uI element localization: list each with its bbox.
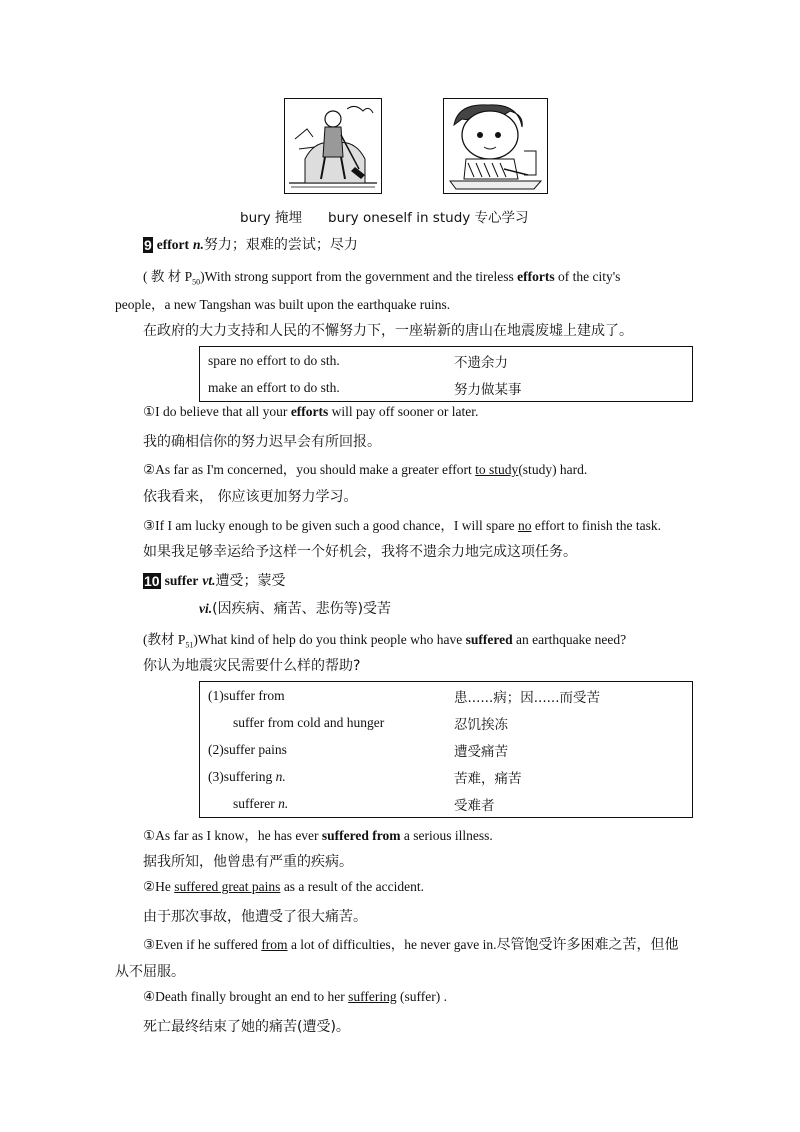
entry-10-example-3: ③Even if he suffered from a lot of difficulties，he never gave in.尽管饱受许多困难之苦，但他 (143, 937, 679, 953)
entry-9-example-2: ②As far as I'm concerned，you should make a greater effort to study(study) hard. (143, 462, 588, 477)
entry-9-source-translation: 在政府的大力支持和人民的不懈努力下，一座崭新的唐山在地震废墟上建成了。 (143, 323, 633, 339)
entry-10-example-3-translation-cont: 从不屈服。 (115, 964, 185, 980)
entry-10-phrase-table (199, 681, 693, 818)
entry-9-heading: 9 effort n.努力；艰难的尝试；尽力 (144, 237, 358, 254)
entry-9-example-1-translation: 我的确相信你的努力迟早会有所回报。 (143, 434, 381, 450)
entry-10-example-2: ②He suffered great pains as a result of the accident. (143, 879, 425, 894)
study-illustration (443, 98, 548, 194)
table-row: (3)suffering n. 苦难，痛苦 (208, 768, 522, 787)
entry-10-source: (教材 $P_{51})What$ kind of help do you think people who have suffered an earthquake need? (143, 632, 627, 650)
table-row: (2)suffer pains 遭受痛苦 (208, 741, 508, 760)
entry-10-example-2-translation: 由于那次事故，他遭受了很大痛苦。 (143, 909, 367, 925)
digging-figure-icon (285, 99, 381, 193)
entry-10-vi-meaning: vi.(因疾病、痛苦、悲伤等)受苦 (199, 601, 392, 617)
table-row: (1)suffer from 患......病；因......而受苦 (208, 687, 600, 706)
table-row: suffer from cold and hunger 忍饥挨冻 (233, 714, 508, 733)
entry-9-example-2-translation: 依我看来， 你应该更加努力学习。 (143, 489, 358, 505)
entry-number: 9 (144, 237, 152, 254)
entry-9-source: ( 教 材 $P_{50})With$ strong support from the government and the tireless efforts of the city's (143, 269, 621, 287)
entry-10-heading: 10 suffer vt.遭受；蒙受 (144, 573, 286, 590)
entry-9-example-3: ③If I am lucky enough to be given such a good chance，I will spare no effort to finish the task. (143, 518, 661, 533)
bury-illustration (284, 98, 382, 194)
entry-10-example-1: ①As far as I know，he has ever suffered from a serious illness. (143, 828, 493, 843)
entry-number: 10 (144, 573, 160, 590)
studying-boy-icon (444, 99, 547, 193)
entry-10-example-1-translation: 据我所知，他曾患有严重的疾病。 (143, 854, 353, 870)
entry-9-example-1: ①I do believe that all your efforts will pay off sooner or later. (143, 404, 479, 419)
caption-left: bury 掩埋 (240, 210, 302, 226)
table-row: spare no effort to do sth. 不遗余力 (208, 352, 508, 371)
entry-9-source-cont: people，a new Tangshan was built upon the earthquake ruins. (115, 297, 451, 312)
table-row: sufferer n. 受难者 (233, 795, 495, 814)
entry-10-example-4: ④Death finally brought an end to her suffering (suffer) . (143, 989, 448, 1004)
table-row: make an effort to do sth. 努力做某事 (208, 379, 522, 398)
entry-9-phrase-table (199, 346, 693, 402)
entry-9-example-3-translation: 如果我足够幸运给予这样一个好机会，我将不遗余力地完成这项任务。 (143, 544, 577, 560)
entry-10-source-translation: 你认为地震灾民需要什么样的帮助? (143, 658, 361, 674)
caption-right: bury oneself in study 专心学习 (328, 210, 529, 226)
entry-10-example-4-translation: 死亡最终结束了她的痛苦(遭受)。 (143, 1019, 350, 1035)
